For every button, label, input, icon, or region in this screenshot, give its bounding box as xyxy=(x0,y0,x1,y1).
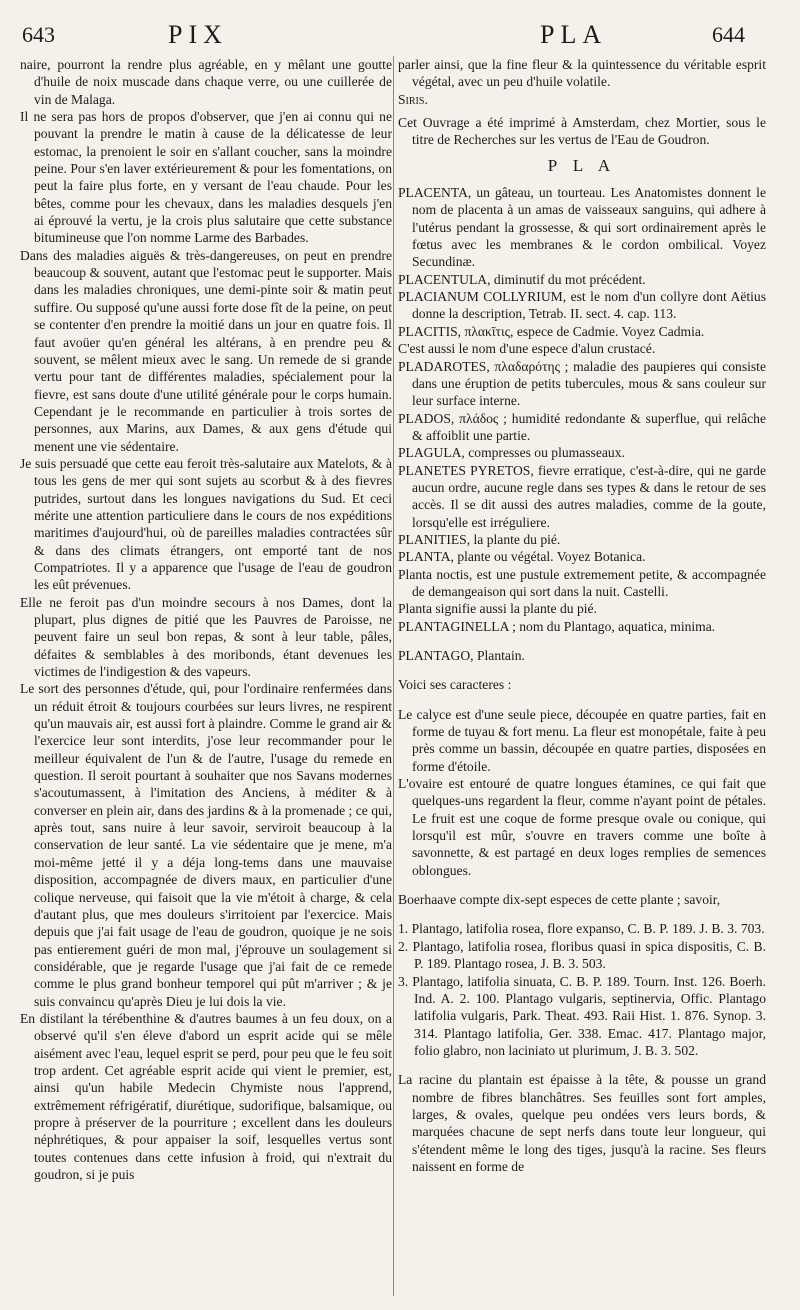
species-item: 2. Plantago, latifolia rosea, floribus quasi in spica dispositis, C. B. P. 189. Plantago rosea, J. B. 3. 503. xyxy=(398,938,766,972)
left-column xyxy=(20,56,392,1183)
dictionary-entry: Planta signifie aussi la plante du pié. xyxy=(398,601,597,617)
dictionary-entry: PLACITIS, πλακῖτις, espece de Cadmie. Voyez Cadmia. xyxy=(398,323,705,339)
left-paragraph: naire, pourront la rendre plus agréable, en y mêlant une goutte d'huile de noix muscade dans chaque verre, ou une cuillerée de vin de Malaga. xyxy=(20,57,392,107)
dictionary-entry: PLANETES PYRETOS, fievre erratique, c'est-à-dire, qui ne garde aucun ordre, aucune regle dans ses types & dans le retour de ses accès. Il se dit aussi des autres maladies, comme de la goute, lorsqu'elle est irréguliere. xyxy=(398,462,766,530)
dictionary-entry: PLADOS, πλάδος ; humidité redondante & superflue, qui relâche & affoiblit une partie. xyxy=(398,410,766,443)
plantago-title: PLANTAGO, Plantain. xyxy=(398,648,525,663)
caractere-paragraph: L'ovaire est entouré de quatre longues étamines, ce qui fait que quelques-uns regardent la fleur, comme n'ayant point de pétales. Le fruit est une coque de forme presque ovale ou conique, qui lorsqu'il est mûr, s'ouvre en travers comme une boîte à savonnette, & est partagé en deux loges remplies de semences oblongues. xyxy=(398,776,766,878)
dictionary-entry: PLANTA, plante ou végétal. Voyez Botanica. xyxy=(398,549,646,565)
author-signature: Siris. xyxy=(398,91,428,107)
running-head-left: PIX xyxy=(168,20,228,49)
caracteres-intro: Voici ses caracteres : xyxy=(398,677,512,693)
boerhaave-line: Boerhaave compte dix-sept especes de cette plante ; savoir, xyxy=(398,892,721,908)
dictionary-entry: PLACENTULA, diminutif du mot précédent. xyxy=(398,271,646,287)
dictionary-entry: PLANITIES, la plante du pié. xyxy=(398,531,561,547)
dictionary-entry: C'est aussi le nom d'une espece d'alun crustacé. xyxy=(398,341,656,357)
closing-paragraph: La racine du plantain est épaisse à la tête, & pousse un grand nombre de fibres blanchâtres. Ses feuilles sont fort amples, larges, & ovales, quelque peu ondées vers leurs bords, & marquées chacune de sept nerfs dans toute leur longueur, qui s'étendent même le long des tiges, jusqu'à la racine. Ses fleurs naissent en forme de xyxy=(398,1072,766,1174)
page-number-right: 644 xyxy=(712,22,745,47)
page-number-left: 643 xyxy=(22,22,55,47)
intro-line: Cet Ouvrage a été imprimé à Amsterdam, chez Mortier, sous le titre de Recherches sur les vertus de l'Eau de Goudron. xyxy=(398,115,766,148)
caractere-paragraph: Le calyce est d'une seule piece, découpée en quatre parties, fait en forme de tuyau & fort menu. La fleur est monopétale, faite à peu près comme un bassin, découpée en quatre parties, disposées en forme d'étoile. xyxy=(398,706,766,774)
page-header xyxy=(0,18,800,52)
section-heading: P L A xyxy=(547,155,617,175)
dictionary-entry: PLADAROTES, πλαδαρότης ; maladie des paupieres qui consiste dans une éruption de petits tubercules, mous & sans couleur sur leur surface interne. xyxy=(398,358,766,409)
left-paragraph: Le sort des personnes d'étude, qui, pour l'ordinaire renfermées dans un réduit étroit & toujours courbées sur leurs livres, ne respirent qu'un mauvais air, est aussi fort à plaindre. Comme le grand air & l'exercice leur sont interdits, j'ose leur recommander pour le meilleur équivalent de l'un & de l'autre, l'usage du remede en question. Il seroit pourtant à souhaiter que nos Savans modernes s'acoutumassent, à l'imitation des Anciens, à méditer & à converser en plein air, dans des jardins & à la promenade ; ce qui, après tout, sans nuire à leur savoir, serviroit beaucoup à la conservation de leur santé. La vie sédentaire que je mene, m'a moi-même jetté il y a déja long-tems dans une mauvaise disposition, accompagnée de divers maux, en particulier d'une colique nerveuse, qui faisoit que la vie m'étoit à charge, & cela d'autant plus, que mes douleurs s'irritoient par l'exercice. Mais depuis que j'ai fait usage de l'eau de goudron, quoique je ne sois pas entierement guéri de mon mal, j'éprouve un soulagement si considérable, que je regarde l'usage que j'ai fait de ce remede comme le plus grand bonheur temporel qui pût m'arriver ; & je suis convaincu qu'après Dieu je lui dois la vie. xyxy=(20,681,392,1009)
dictionary-entry: PLACIANUM COLLYRIUM, est le nom d'un collyre dont Aëtius donne la description, Tetrab. II. sect. 4. cap. 113. xyxy=(398,289,766,322)
left-paragraph: Je suis persuadé que cette eau feroit très-salutaire aux Matelots, & à tous les gens de mer qui sont sujets au scorbut & à des fievres putrides, surtout dans les longues navigations du Sud. Et ceci mérite une attention particuliere dans le cours de nos expéditions maritimes d'aujourd'hui, où de pareilles maladies contractées sûr & dans des climats étrangers, ont emporté tant de nos Compatriotes. Il y a apparence que l'usage de l'eau de goudron les eût prévenues. xyxy=(20,455,392,593)
dictionary-entry: PLAGULA, compresses ou plumasseaux. xyxy=(398,445,625,461)
left-paragraph: Il ne sera pas hors de propos d'observer, que j'en ai connu qui ne pouvant la prendre le matin à cause de la délicatesse de leur estomac, la prenoient le soir en s'allant coucher, sans la moindre peine. Pour s'en laver extérieurement & pour les fomentations, on peut la faire plus forte, en y versant de l'eau chaude. Pour les bêtes, comme pour les chevaux, dans les maladies desquels j'en ai éprouvé la vertu, je la crois plus salutaire que cette substance bitumineuse que l'on nomme Larme des Barbades. xyxy=(20,109,392,246)
running-head-right: PLA xyxy=(540,20,608,49)
species-item: 1. Plantago, latifolia rosea, flore expanso, C. B. P. 189. J. B. 3. 703. xyxy=(398,921,765,937)
left-paragraph: Dans des maladies aiguës & très-dangereuses, on peut en prendre beaucoup & souvent, autant que l'estomac peut le supporter. Mais dans les maladies chroniques, une demi-pinte soir & matin peut suffire. Ou supposé qu'une aussi forte dose fît de la peine, on peut se contenter d'en prendre la moitié dans un jour en quatre fois. Il faut avoüer qu'en général les altérans, à en prendre peu & souvent, se mêlent mieux avec le sang. Un remede de si grande vertu pour tant de différentes maladies, spécialement pour la fievre, est sans doute d'une utilité générale pour le corps humain. Cependant je le recommande en particulier à trois sortes de personnes, aux Marins, aux Dames, & aux gens d'étude qui menent une vie sédentaire. xyxy=(20,247,392,454)
column-divider xyxy=(393,56,394,1296)
dictionary-entry: PLANTAGINELLA ; nom du Plantago, aquatica, minima. xyxy=(398,618,716,634)
dictionary-entry: PLACENTA, un gâteau, un tourteau. Les Anatomistes donnent le nom de placenta à un amas de vaisseaux sanguins, qui adhere à l'utérus pendant la grossesse, & qui sort ordinairement après le fœtus avec les membranes & le cordon ombilical. Voyez Secundinæ. xyxy=(398,185,766,270)
right-column xyxy=(398,56,766,1175)
left-paragraph: En distilant la térébenthine & d'autres baumes à un feu doux, on a observé qu'il s'en éleve d'abord un esprit acide qui se mêle aisément avec l'eau, lequel esprit se perd, pour peu que le feu soit trop ardent. Cet agréable esprit acide qui vient le premier, est, ainsi qu'un habile Medecin Chymiste nous l'apprend, extrêmement réfrigératif, diurétique, sudorifique, balsamique, ou propre à préserver de la pourriture ; excellent dans les douleurs néphrétiques, & pour appaiser la soif, lesquelles vertus sont toutes contenues dans cette infusion à froid, qui n'extrait du goudron, si je puis xyxy=(20,1010,392,1182)
dictionary-entry: Planta noctis, est une pustule extremement petite, & accompagnée de demangeaison qui sort dans la nuit. Castelli. xyxy=(398,566,766,599)
left-paragraph: Elle ne feroit pas d'un moindre secours à nos Dames, dont la plupart, plus dignes de pitié que les Pauvres de Paroisse, ne peuvent faire un seul bon repas, & sont à leur table, pâles, défaites & semblables à des moribonds, étant devenues les victimes de l'indigestion & des vapeurs. xyxy=(20,594,392,680)
species-list xyxy=(398,920,766,1059)
species-item: 3. Plantago, latifolia sinuata, C. B. P. 189. Tourn. Inst. 126. Boerh. Ind. A. 2. 100. Plantago vulgaris, septinervia, Offic. Plantago latifolia vulgaris, Park. Theat. 493. Raii Hist. 1. 876. Synop. 3. 314. Plantago latifolia, Ger. 338. Emac. 417. Plantago major, folio glabro, non laciniato ut plurimum, J. B. 3. 502. xyxy=(398,973,766,1058)
intro-line: parler ainsi, que la fine fleur & la quintessence du véritable esprit végétal, avec un peu d'huile volatile. xyxy=(398,57,766,90)
